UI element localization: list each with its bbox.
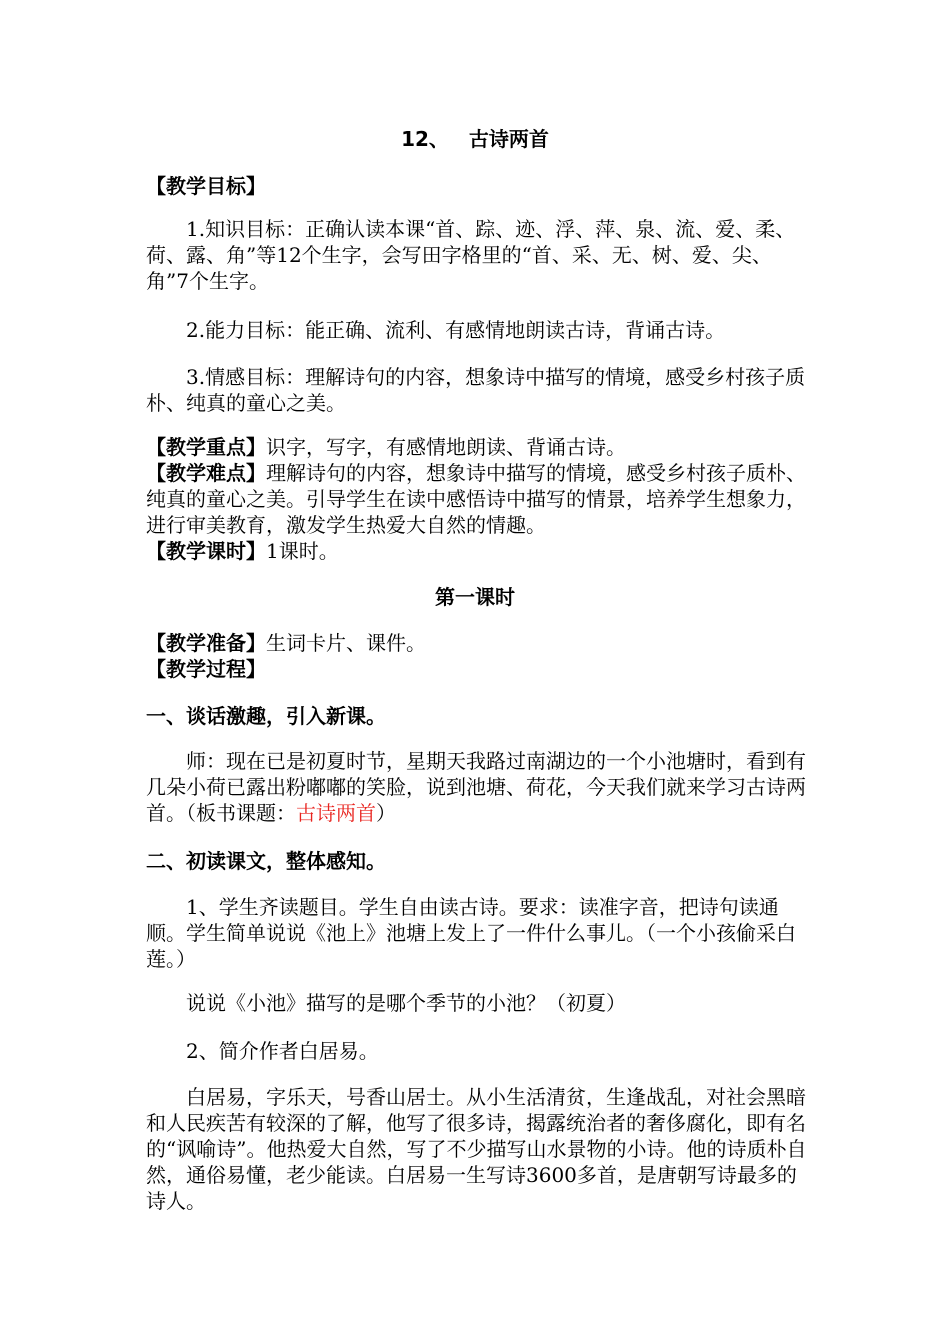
goal-3: 3.情感目标：理解诗句的内容，想象诗中描写的情境，感受乡村孩子质朴、纯真的童心之美。 (146, 365, 806, 415)
section-1-heading: 一、谈话激趣，引入新课。 (146, 704, 386, 728)
title-number: 12、 (401, 127, 449, 151)
difficulty-text: 理解诗句的内容，想象诗中描写的情境，感受乡村孩子质朴、纯真的童心之美。引导学生在读中感悟诗中描写的情景，培养学生想象力，进行审美教育，激发学生热爱大自然的情趣。 (146, 461, 806, 537)
teacher-text: 师：现在已是初夏时节，星期天我路过南湖边的一个小池塘时，看到有几朵小荷已露出粉嘟嘟的笑脸，说到池塘、荷花，今天我们就来学习古诗两首。（板书课题： (146, 749, 806, 825)
class-period (146, 538, 811, 564)
board-title: 古诗两首 (296, 801, 376, 825)
key-points-text: 识字，写字，有感情地朗读、背诵古诗。 (266, 435, 626, 459)
prep-label: 【教学准备】 (146, 631, 266, 655)
goals-heading: 【教学目标】 (146, 174, 266, 198)
goal-1: 1.知识目标：正确认读本课“首、踪、迹、浮、萍、泉、流、爱、柔、荷、露、角”等12个生字，会写田字格里的“首、采、无、树、爱、尖、角”7个生字。 (146, 217, 796, 293)
period-text: 1课时。 (266, 539, 339, 563)
difficulty-label: 【教学难点】 (146, 461, 266, 485)
key-points-label: 【教学重点】 (146, 435, 266, 459)
section-2-heading: 二、初读课文，整体感知。 (146, 849, 386, 873)
teacher-intro (146, 748, 811, 826)
page-title (0, 126, 950, 152)
close-paren: ） (376, 801, 396, 825)
period-label: 【教学课时】 (146, 539, 266, 563)
title-text: 古诗两首 (468, 127, 549, 151)
lesson-title: 第一课时 (435, 585, 515, 609)
difficulty-points (146, 460, 811, 538)
goal-2: 2.能力目标：能正确、流利、有感情地朗读古诗，背诵古诗。 (186, 318, 726, 342)
process-heading: 【教学过程】 (146, 657, 266, 681)
prep-text: 生词卡片、课件。 (266, 631, 426, 655)
question: 说说《小池》描写的是哪个季节的小池？（初夏） (186, 991, 626, 1015)
author-bio: 白居易，字乐天，号香山居士。从小生活清贫，生逢战乱，对社会黑暗和人民疾苦有较深的了解，他写了很多诗，揭露统治者的奢侈腐化，即有名的“讽喻诗”。他热爱大自然，写了不少描写山水景物的小诗。他的诗质朴自然，通俗易懂，老少能读。白居易一生写诗3600多首，是唐朝写诗最多的诗人。 (146, 1085, 807, 1213)
step-1: 1、学生齐读题目。学生自由读古诗。要求：读准字音，把诗句读通顺。学生简单说说《池上》池塘上发上了一件什么事儿。（一个小孩偷采白莲。） (146, 895, 796, 971)
key-points (146, 434, 811, 460)
step-2: 2、简介作者白居易。 (186, 1039, 379, 1063)
preparation (146, 630, 811, 656)
